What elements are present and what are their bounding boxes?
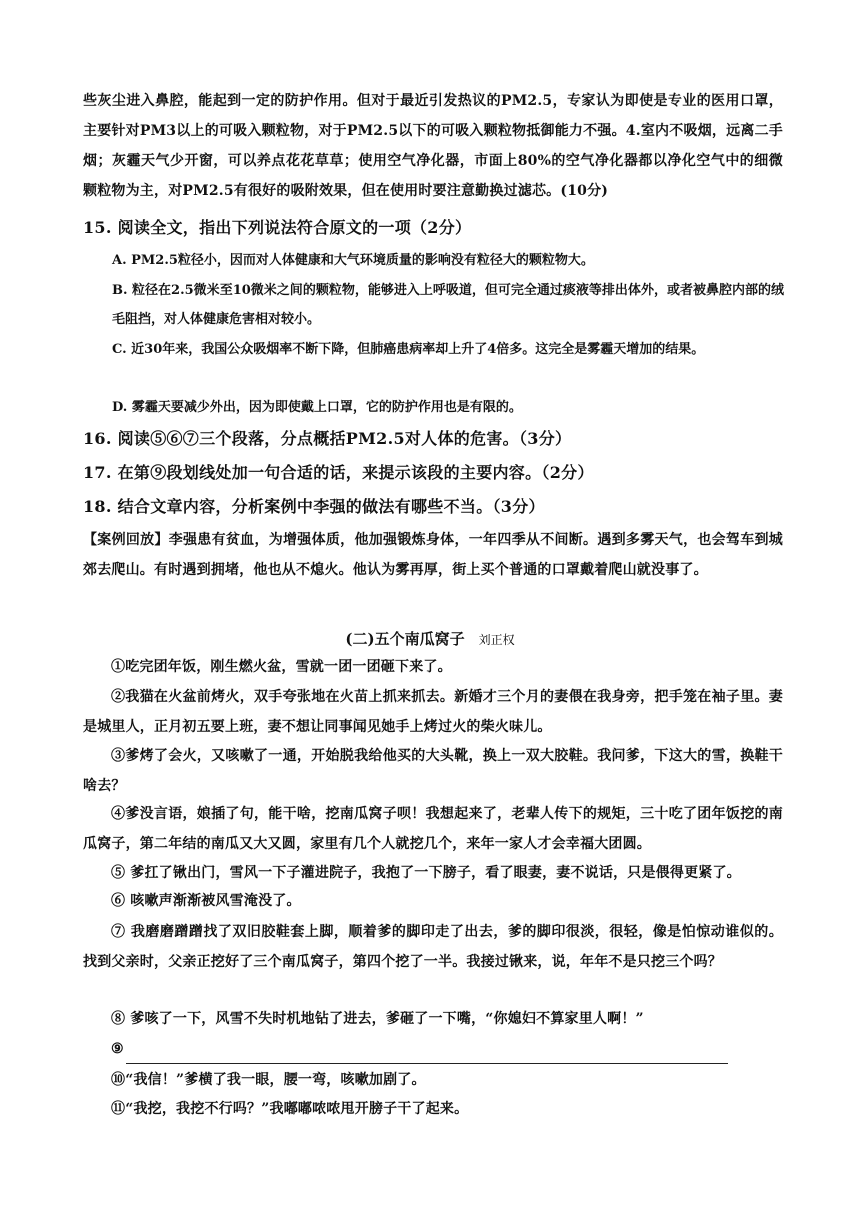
story-title: (二)五个南瓜窝子	[345, 630, 465, 648]
story-author: 刘正权	[478, 633, 515, 647]
story-title-line	[0, 625, 860, 654]
case-review: 【案例回放】李强患有贫血，为增强体质，他加强锻炼身体，一年四季从不间断。遇到多雾天气，也会驾车到城郊去爬山。有时遇到拥堵，他也从不熄火。他认为雾再厚，街上买个普通的口罩戴着爬山就没事了。	[83, 532, 783, 578]
story-paragraph-2: ②我猫在火盆前烤火，双手夸张地在火苗上抓来抓去。新婚才三个月的妻偎在我身旁，把手笼在袖子里。妻是城里人，正月初五要上班，妻不想让同事闻见她手上烤过火的柴火味儿。	[83, 689, 783, 735]
story-paragraph-1: ①吃完团年饭，刚生燃火盆，雪就一团一团砸下来了。	[111, 659, 452, 675]
story-paragraph-6: ⑥ 咳嗽声渐渐被风雪淹没了。	[111, 893, 301, 909]
q15-option-d: D. 雾霾天要减少外出，因为即使戴上口罩，它的防护作用也是有限的。	[112, 400, 522, 415]
story-paragraph-10: ⑩“我信！”爹横了我一眼，腰一弯，咳嗽加剧了。	[111, 1072, 426, 1088]
story-paragraph-5: ⑤ 爹扛了锹出门，雪风一下子灌进院子，我抱了一下膀子，看了眼妻，妻不说话，只是偎得更紧了。	[111, 865, 741, 881]
q15-option-a: A. PM2.5粒径小，因而对人体健康和大气环境质量的影响没有粒径大的颗粒物大。	[112, 253, 594, 268]
story-paragraph-4: ④爹没言语，娘插了句，能干啥，挖南瓜窝子呗！我想起来了，老辈人传下的规矩，三十吃了团年饭挖的南瓜窝子，第二年结的南瓜又大又圆，家里有几个人就挖几个，来年一家人才会幸福大团圆。	[83, 806, 783, 852]
question-16: 16. 阅读⑤⑥⑦三个段落，分点概括PM2.5对人体的危害。（3分）	[83, 429, 572, 448]
q15-option-c: C. 近30年来，我国公众吸烟率不断下降，但肺癌患病率却上升了4倍多。这完全是雾霾天增加的结果。	[112, 342, 705, 357]
paragraph-9-number: ⑨	[111, 1041, 124, 1057]
story-paragraph-3: ③爹烤了会火，又咳嗽了一通，开始脱我给他买的大头靴，换上一双大胶鞋。我问爹，下这大的雪，换鞋干啥去？	[83, 748, 783, 794]
fill-in-blank-line[interactable]	[126, 1045, 728, 1064]
question-18: 18. 结合文章内容，分析案例中李强的做法有哪些不当。（3分）	[83, 497, 545, 516]
q15-option-b: B. 粒径在2.5微米至10微米之间的颗粒物，能够进入上呼吸道，但可完全通过痰液等排出体外，或者被鼻腔内部的绒毛阻挡，对人体健康危害相对较小。	[112, 283, 784, 327]
story-paragraph-7: ⑦ 我磨磨蹭蹭找了双旧胶鞋套上脚，顺着爹的脚印走了出去，爹的脚印很淡，很轻，像是怕惊动谁似的。找到父亲时，父亲正挖好了三个南瓜窝子，第四个挖了一半。我接过锹来，说，年年不是只挖三个吗？	[83, 924, 783, 970]
intro-paragraph: 些灰尘进入鼻腔，能起到一定的防护作用。但对于最近引发热议的PM2.5，专家认为即使是专业的医用口罩，主要针对PM3以上的可吸入颗粒物，对于PM2.5以下的可吸入颗粒物抵御能力不强。4.室内不吸烟，远离二手烟；灰霾天气少开窗，可以养点花花草草；使用空气净化器，市面上80%的空气净化器都以净化空气中的细微颗粒物为主，对PM2.5有很好的吸附效果，但在使用时要注意勤换过滤芯。(10分)	[83, 93, 783, 199]
story-paragraph-9	[83, 1034, 783, 1064]
question-15: 15. 阅读全文，指出下列说法符合原文的一项（2分）	[83, 218, 472, 237]
story-paragraph-11: ⑪“我挖，我挖不行吗？”我嘟嘟哝哝甩开膀子干了起来。	[111, 1101, 469, 1117]
question-17: 17. 在第⑨段划线处加一句合适的话，来提示该段的主要内容。（2分）	[83, 463, 594, 482]
story-paragraph-8: ⑧ 爹咳了一下，风雪不失时机地钻了进去，爹砸了一下嘴，“你媳妇不算家里人啊！”	[111, 1011, 644, 1027]
